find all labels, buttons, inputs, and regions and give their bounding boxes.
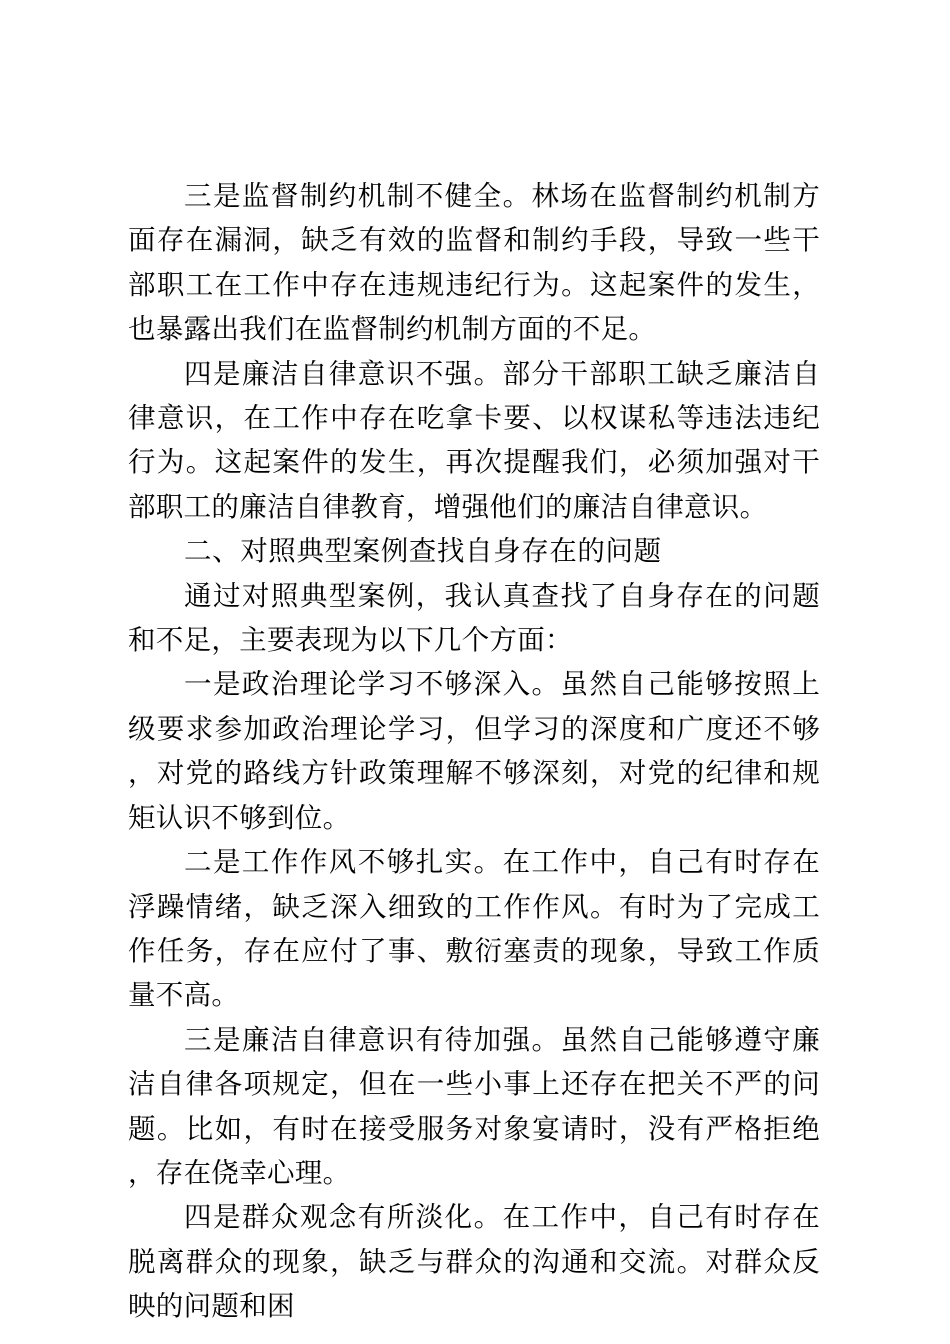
section-heading: 二、对照典型案例查找自身存在的问题 <box>184 535 662 568</box>
paragraph-integrity-awareness: 四是廉洁自律意识不强。部分干部职工缺乏廉洁自律意识，在工作中存在吃拿卡要、以权谋私等违法违纪行为。这起案件的发生，再次提醒我们，必须加强对干部职工的廉洁自律教育，增强他们的廉洁自律意识。 <box>128 357 820 523</box>
paragraph-supervision-mechanism: 三是监督制约机制不健全。林场在监督制约机制方面存在漏洞，缺乏有效的监督和制约手段，导致一些干部职工在工作中存在违规违纪行为。这起案件的发生，也暴露出我们在监督制约机制方面的不足。 <box>128 180 820 346</box>
paragraph-political-study: 一是政治理论学习不够深入。虽然自己能够按照上级要求参加政治理论学习，但学习的深度和广度还不够，对党的路线方针政策理解不够深刻，对党的纪律和规矩认识不够到位。 <box>128 668 820 834</box>
paragraph-mass-viewpoint: 四是群众观念有所淡化。在工作中，自己有时存在脱离群众的现象，缺乏与群众的沟通和交流。对群众反映的问题和困 <box>128 1201 820 1323</box>
paragraph-self-examination-intro: 通过对照典型案例，我认真查找了自身存在的问题和不足，主要表现为以下几个方面： <box>128 579 820 657</box>
document-body <box>128 174 820 1329</box>
paragraph-work-style: 二是工作作风不够扎实。在工作中，自己有时存在浮躁情绪，缺乏深入细致的工作作风。有时为了完成工作任务，存在应付了事、敷衍塞责的现象，导致工作质量不高。 <box>128 846 820 1012</box>
paragraph-self-discipline: 三是廉洁自律意识有待加强。虽然自己能够遵守廉洁自律各项规定，但在一些小事上还存在把关不严的问题。比如，有时在接受服务对象宴请时，没有严格拒绝，存在侥幸心理。 <box>128 1023 820 1189</box>
document-page <box>128 0 820 1344</box>
